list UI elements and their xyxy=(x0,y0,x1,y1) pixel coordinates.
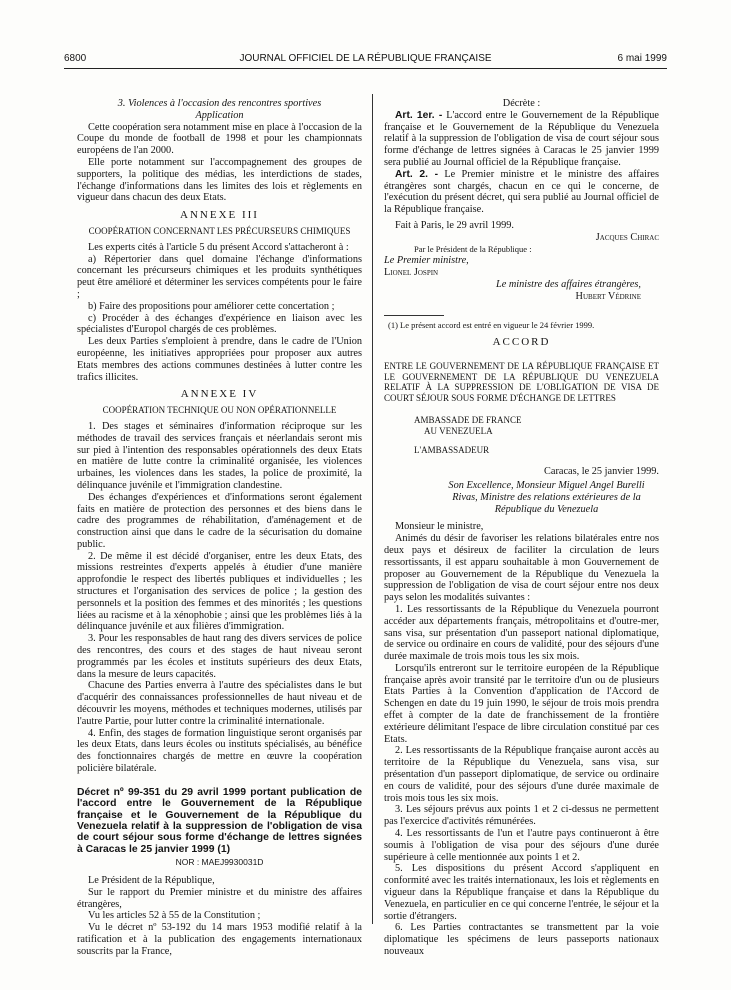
annex-heading: ANNEXE IV xyxy=(180,388,259,401)
paragraph: 2. Les ressortissants de la République française auront accès au territoire de la République du Venezuela, sans visa, sur présentation d'un passeport diplomatique, de service ou ordinaire en cours de validité, pour des séjours d'une durée maximale de trois mois tous les six mois. xyxy=(384,745,659,804)
paragraph: Les deux Parties s'emploient à prendre, dans le cadre de l'Union européenne, les initiatives appropriées pour proposer aux autres Etats membres des actions communes destinées à lutter contre les trafics illicites. xyxy=(77,336,362,383)
header-rule xyxy=(64,68,667,69)
list-item: b) Faire des propositions pour améliorer cette concertation ; xyxy=(88,300,335,312)
nor-reference: NOR : MAEJ9930031D xyxy=(175,857,264,868)
article xyxy=(384,169,659,216)
paragraph: Elle porte notamment sur l'accompagnement des groupes de supporters, la politique des médias, les interdictions de stades, l'échange d'informations dans les limites des lois et règlements en vigueur dans chacun des deux Etats. xyxy=(77,156,362,204)
signatory-title: Le Premier ministre, xyxy=(384,255,469,267)
accord-subheading: ENTRE LE GOUVERNEMENT DE LA RÉPUBLIQUE FRANÇAISE ET LE GOUVERNEMENT DE LA RÉPUBLIQUE DU VENEZUELA RELATIF À LA SUPPRESSION DE L'OBLIGATION DE VISA DE COURT SÉJOUR SOUS FORME D'ÉCHANGE DE LETTRES xyxy=(384,361,659,403)
embassy-line: AMBASSADE DE FRANCE xyxy=(414,415,522,426)
annex-subheading: COOPÉRATION CONCERNANT LES PRÉCURSEURS CHIMIQUES xyxy=(88,225,351,236)
page-header xyxy=(64,53,667,67)
paragraph: Les experts cités à l'article 5 du présent Accord s'attacheront à : xyxy=(88,241,349,253)
article-text: Le Premier ministre et le ministre des affaires étrangères sont chargés, chacun en ce qui le concerne, de l'exécution du présent décret, qui sera publié au Journal officiel de la République française. xyxy=(384,168,659,216)
embassy-line: AU VENEZUELA xyxy=(424,426,493,437)
salutation: Monsieur le ministre, xyxy=(395,521,484,533)
paragraph: Lorsqu'ils entreront sur le territoire européen de la République française après avoir transité par le territoire d'un ou de plusieurs Etats Parties à la Convention d'application de l'Accord de Schengen en date du 19 juin 1990, le séjour de trois mois prendra effet à compter de la date de franchissement de la frontière extérieure délimitant l'espace de libre circulation constitué par ces Etats. xyxy=(384,662,659,745)
paragraph: Vu les articles 52 à 55 de la Constitution ; xyxy=(88,910,261,922)
left-column xyxy=(77,98,362,958)
paragraph: Vu le décret nº 53-192 du 14 mars 1953 modifié relatif à la ratification et à la publication des engagements internationaux souscrits par la France, xyxy=(77,922,362,957)
paragraph: Chacune des Parties enverra à l'autre des spécialistes dans le but d'acquérir des connaissances professionnelles de haut niveau et de découvrir les moyens, méthodes et techniques modernes, utilisés par l'autre Partie, pour lutter contre la criminalité internationale. xyxy=(77,680,362,727)
list-item: c) Procéder à des échanges d'expérience en liaison avec les spécialistes d'Europol chargés de ces problèmes. xyxy=(77,312,362,336)
signing-place-date: Fait à Paris, le 29 avril 1999. xyxy=(395,219,514,231)
embassy-line: L'AMBASSADEUR xyxy=(414,445,490,456)
signatory-name: Lionel Jospin xyxy=(384,267,439,279)
paragraph: 6. Les Parties contractantes se transmettent par la voie diplomatique les spécimens de leurs passeports nationaux nouveaux xyxy=(384,922,659,958)
signatory-intro: Par le Président de la République : xyxy=(414,243,532,254)
annex-subheading: COOPÉRATION TECHNIQUE OU NON OPÉRATIONNELLE xyxy=(102,405,337,416)
paragraph: 1. Les ressortissants de la République du Venezuela pourront accéder aux départements français, métropolitains et d'outre-mer, sans visa, sur présentation d'un passeport national diplomatique, de service ou ordinaire en cours de validité, pour des séjours d'une durée maximale de trois mois tous les six mois. xyxy=(384,603,659,663)
list-item: a) Répertorier dans quel domaine l'échange d'informations concernant les précurseurs chimiques et les produits synthétiques peut être amélioré et déterminer les services compétents pour le faire ; xyxy=(77,253,362,300)
issue-date: 6 mai 1999 xyxy=(617,53,667,64)
paragraph: 1. Des stages et séminaires d'information réciproque sur les méthodes de travail des services français et néerlandais seront mis sur pied à l'intention des responsables opérationnels des deux Etats en matière de lutte contre la criminalité organisée, les violences urbaines, les violences dans les stades, la police de proximité, la délinquance juvénile et l'immigration clandestine. xyxy=(77,420,362,491)
signatory-title: Le ministre des affaires étrangères, xyxy=(495,278,641,290)
right-column xyxy=(384,98,659,958)
footnote-rule xyxy=(384,315,444,316)
paragraph: 3. Les séjours prévus aux points 1 et 2 ci-dessus ne permettent pas l'exercice d'activités rémunérées. xyxy=(384,804,659,828)
accord-heading: ACCORD xyxy=(492,336,551,349)
paragraph: 4. Les ressortissants de l'un et l'autre pays continueront à être soumis à l'obligation de visa pour des séjours d'une durée supérieure à celle mentionnée aux points 1 et 2. xyxy=(384,828,659,863)
annex-heading: ANNEXE III xyxy=(180,209,259,222)
article-label: Art. 2. - xyxy=(395,168,439,180)
journal-title: JOURNAL OFFICIEL DE LA RÉPUBLIQUE FRANÇAISE xyxy=(239,53,492,64)
decree-verb: Décrète : xyxy=(502,98,541,109)
paragraph: Le Président de la République, xyxy=(88,875,215,887)
paragraph: 2. De même il est décidé d'organiser, entre les deux Etats, des missions restreintes d'experts appelés à étudier d'une manière approfondie le respect des libertés publiques et individuelles ; les structures et l'organisation des services de police ; la gestion des personnels et la position des femmes et des minorités ; les questions liées au racisme et à la xénophobie ; ainsi que les problèmes liés à la délinquance juvénile et aux filières d'immigration. xyxy=(77,550,362,633)
paragraph: Animés du désir de favoriser les relations bilatérales entre nos deux pays et désireux de faciliter la circulation de leurs ressortissants, il est apparu souhaitable à mon Gouvernement de proposer au Gouvernement de la République du Venezuela la suppression de l'obligation de visa de court séjour entre nos deux pays selon les modalités suivantes : xyxy=(384,533,659,604)
signatory-name: Hubert Védrine xyxy=(575,290,641,302)
article xyxy=(384,110,659,169)
paragraph: Des échanges d'expériences et d'informations seront également faits en matière de protection des personnes et des biens dans le cadre des programmes de réhabilitation, d'aménagement et de construction ainsi que dans le cadre de la sécurisation du domaine public. xyxy=(77,491,362,550)
paragraph: 5. Les dispositions du présent Accord s'appliquent en conformité avec les traités internationaux, les lois et règlements en vigueur dans la République française et dans la République du Venezuela, en particulier en ce qui concerne l'entrée, le séjour et la sortie d'étrangers. xyxy=(384,863,659,922)
signatory-president: Jacques Chirac xyxy=(595,231,659,243)
paragraph: 4. Enfin, des stages de formation linguistique seront organisés par les deux Etats, dans leurs écoles ou instituts spécialisés, au bénéfice des fonctionnaires chargés de mettre en œuvre la coopération policière bilatérale. xyxy=(77,727,362,775)
paragraph: 3. Pour les responsables de haut rang des divers services de police des rencontres, des cours et des stages de haut niveau seront programmés par les écoles et instituts supérieurs des deux Etats, dans la mesure de leurs capacités. xyxy=(77,633,362,680)
paragraph: Sur le rapport du Premier ministre et du ministre des affaires étrangères, xyxy=(77,886,362,910)
paragraph: Cette coopération sera notamment mise en place à l'occasion de la Coupe du monde de football de 1998 et pour les championnats européens de l'an 2000. xyxy=(77,121,362,157)
letter-addressee: Son Excellence, Monsieur Miguel Angel Burelli Rivas, Ministre des relations extérieures de la République du Venezuela xyxy=(448,479,645,515)
letter-date: Caracas, le 25 janvier 1999. xyxy=(544,466,659,478)
column-divider xyxy=(372,94,373,924)
decree-title: Décret nº 99-351 du 29 avril 1999 portant publication de l'accord entre le Gouvernement de la République française et le Gouvernement de la République du Venezuela relatif à la suppression de l'obligation de visa de court séjour sous forme d'échange de lettres signées à Caracas le 25 janvier 1999 (1) xyxy=(77,786,362,855)
section-subtitle: Application xyxy=(195,109,244,121)
article-label: Art. 1er. - xyxy=(395,109,443,121)
section-title: 3. Violences à l'occasion des rencontres sportives xyxy=(117,98,322,109)
article-text: L'accord entre le Gouvernement de la République française et le Gouvernement de la République du Venezuela relatif à la suppression de l'obligation de visa de court séjour sous forme d'échange de lettres signées à Caracas le 25 janvier 1999 sera publié au Journal officiel de la République française. xyxy=(384,109,659,168)
footnote: (1) Le présent accord est entré en vigueur le 24 février 1999. xyxy=(388,319,595,330)
page-number: 6800 xyxy=(64,53,87,64)
